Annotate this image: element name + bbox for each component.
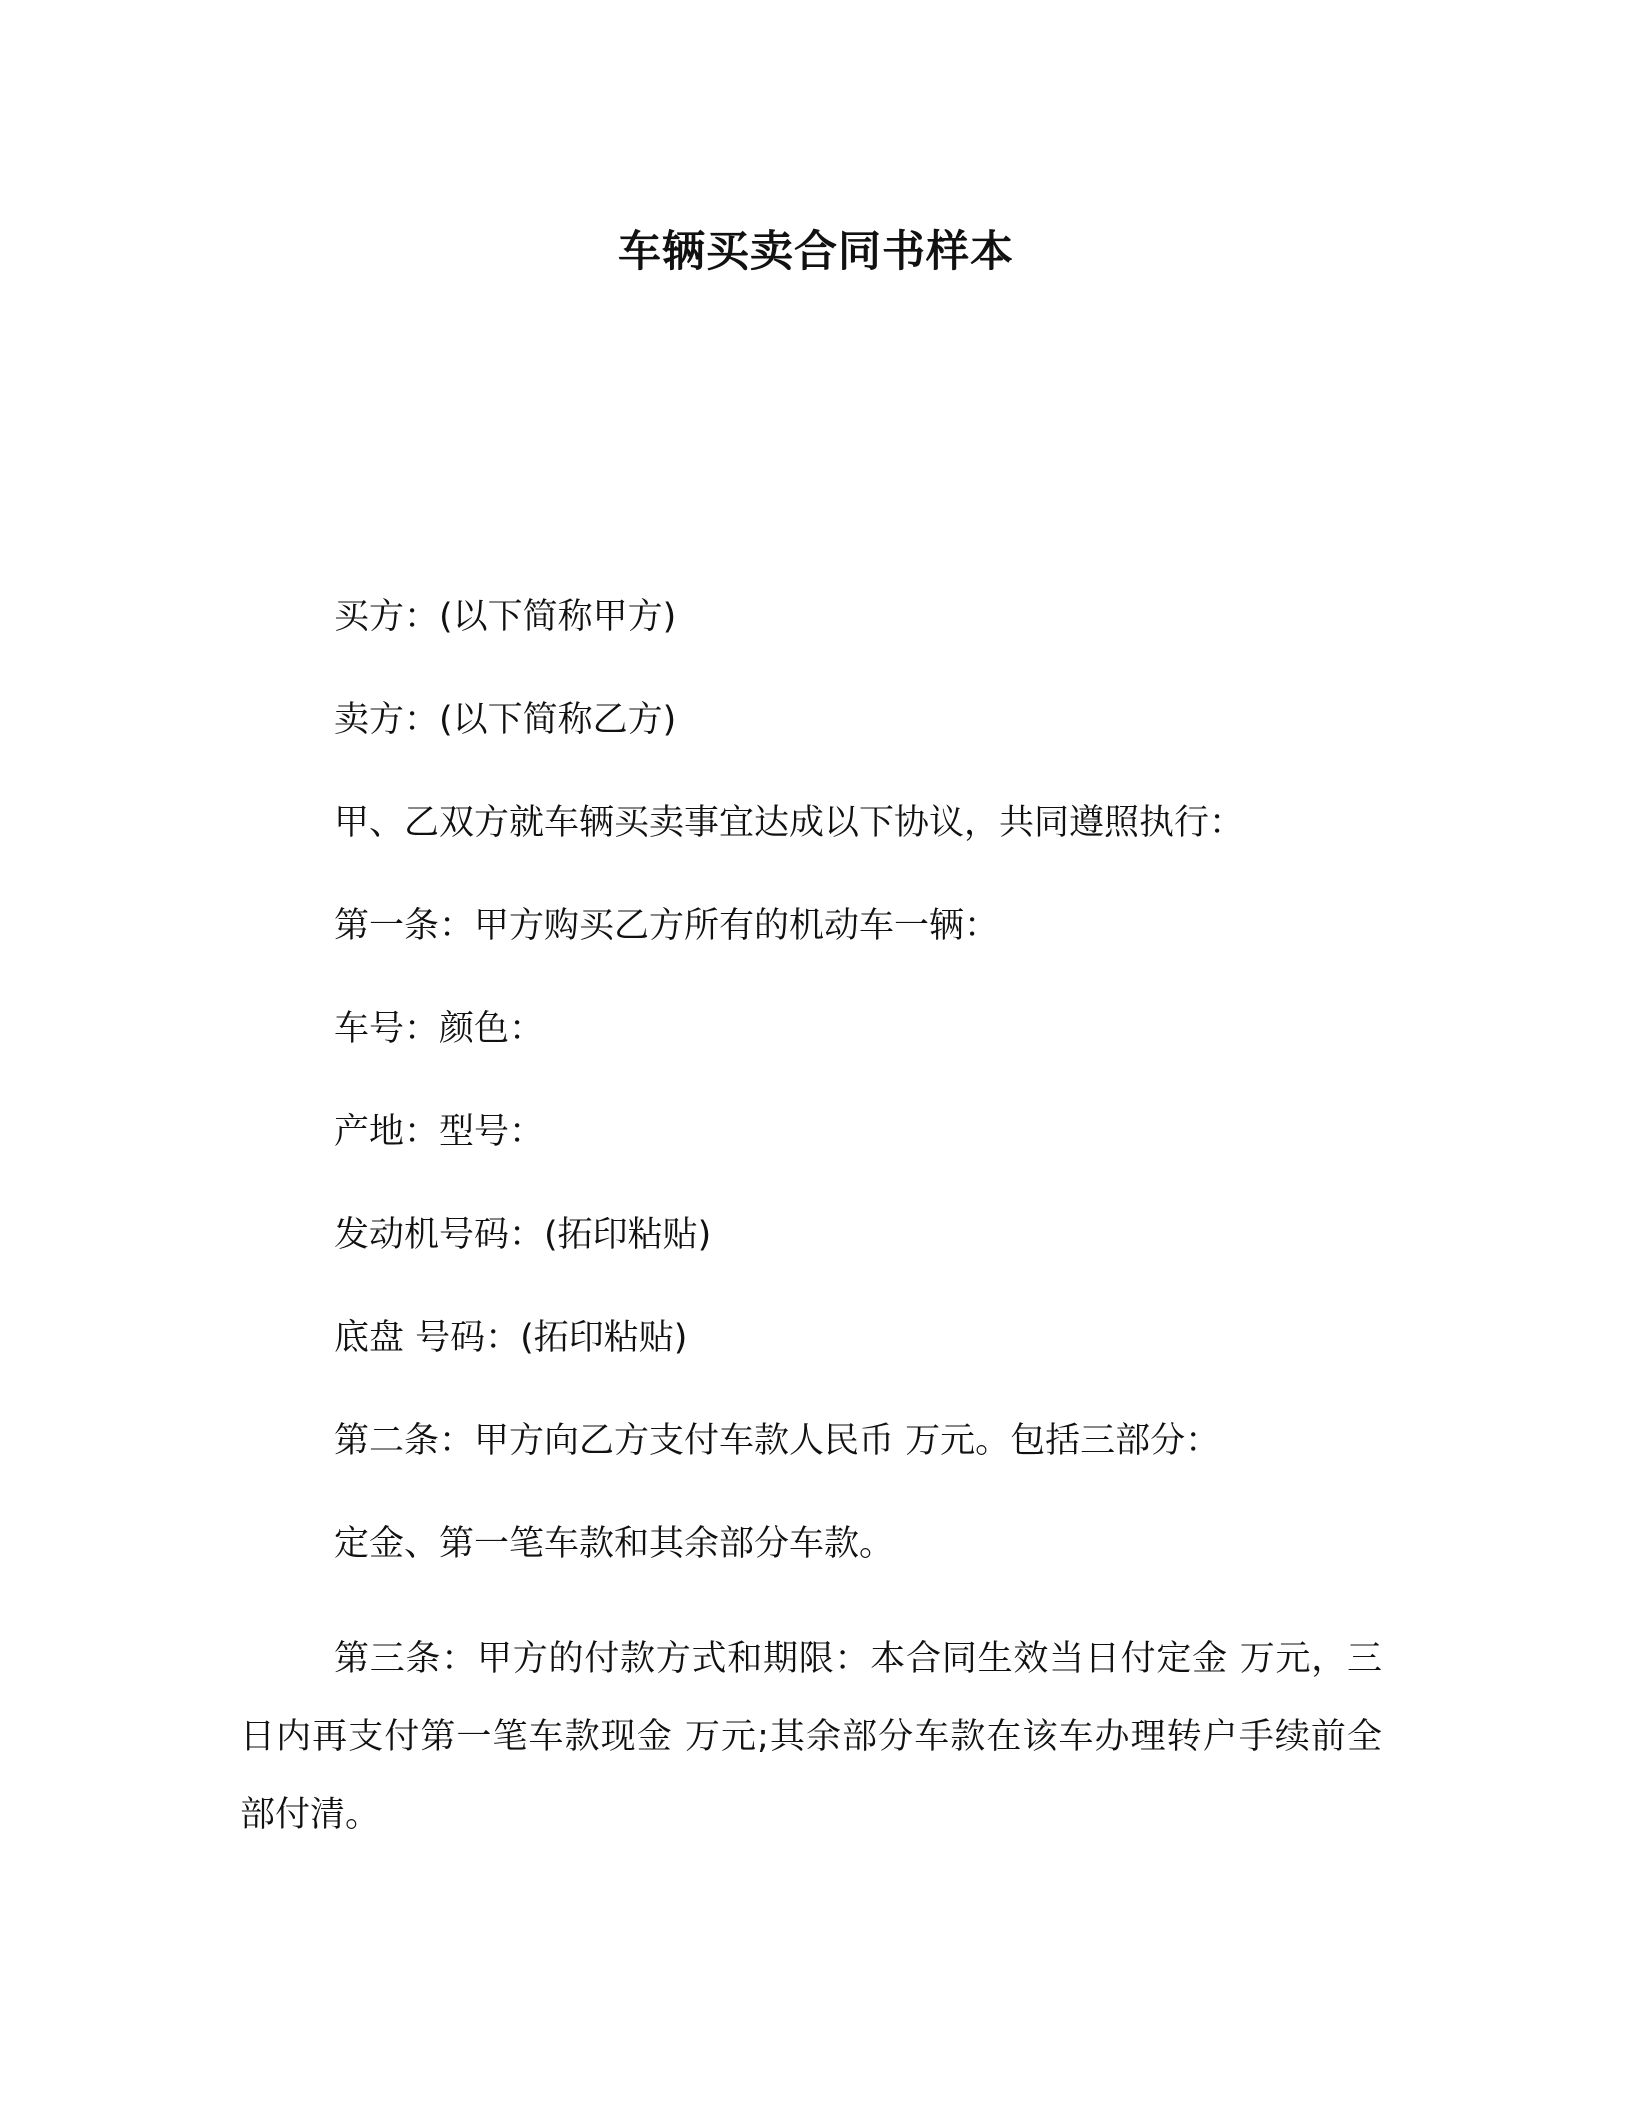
buyer-line: 买方：(以下简称甲方) (334, 597, 677, 637)
article-two-continued: 定金、第一笔车款和其余部分车款。 (334, 1524, 895, 1564)
article-one: 第一条：甲方购买乙方所有的机动车一辆： (334, 906, 1000, 946)
engine-number-line: 发动机号码：(拓印粘贴) (334, 1215, 712, 1255)
article-two: 第二条：甲方向乙方支付车款人民币 万元。包括三部分： (334, 1421, 1221, 1461)
seller-line: 卖方：(以下简称乙方) (334, 700, 677, 740)
document-title: 车辆买卖合同书样本 (618, 227, 1014, 277)
chassis-number-line: 底盘 号码：(拓印粘贴) (334, 1318, 688, 1358)
agreement-intro: 甲、乙双方就车辆买卖事宜达成以下协议，共同遵照执行： (334, 803, 1245, 843)
plate-color-line: 车号：颜色： (334, 1009, 545, 1049)
article-three: 第三条：甲方的付款方式和期限：本合同生效当日付定金 万元，三日内再支付第一笔车款现金 万元;其余部分车款在该车办理转户手续前全部付清。 (240, 1639, 1382, 1835)
origin-model-line: 产地：型号： (334, 1112, 545, 1152)
